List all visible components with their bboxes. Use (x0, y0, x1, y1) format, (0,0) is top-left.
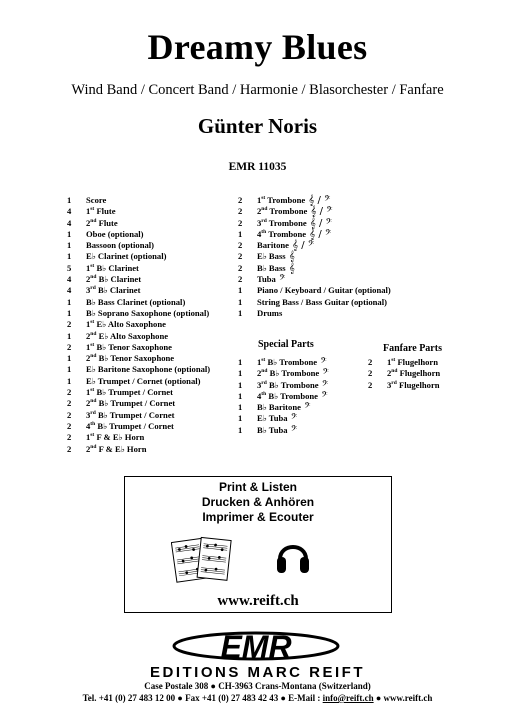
part-quantity: 2 (67, 387, 72, 398)
part-quantity: 1 (67, 296, 72, 307)
clef-icon: 𝄞 / 𝄢 (305, 195, 331, 206)
part-name: E♭ Trumpet / Cornet (optional) (86, 375, 201, 386)
drucken-label: Drucken & Anhören (201, 495, 315, 509)
part-name: Bassoon (optional) (86, 240, 155, 251)
part-quantity: 1 (238, 307, 243, 318)
part-quantity: 2 (67, 409, 72, 420)
clef-icon: 𝄞 / 𝄢 (307, 206, 333, 218)
part-name: 3rd B♭ Trumpet / Cornet (86, 409, 175, 420)
part-name: B♭ Tuba 𝄢 (257, 424, 298, 436)
headphones-icon (275, 533, 311, 577)
email-link[interactable]: info@reift.ch (322, 693, 374, 703)
part-quantity: 2 (238, 274, 243, 285)
part-name: 1st Flugelhorn (387, 357, 439, 367)
part-quantity: 1 (67, 251, 72, 262)
part-name: E♭ Tuba 𝄢 (257, 413, 298, 425)
clef-icon: 𝄞 (285, 262, 295, 274)
part-name: E♭ Clarinet (optional) (86, 251, 167, 262)
clef-icon: 𝄢 (318, 390, 328, 402)
part-quantity: 2 (67, 398, 72, 409)
part-name: 2nd B♭ Trumpet / Cornet (86, 398, 176, 409)
website-link[interactable]: www.reift.ch (217, 593, 299, 609)
part-quantity: 1 (67, 330, 72, 341)
part-name: 1st B♭ Trumpet / Cornet (86, 387, 173, 398)
part-quantity: 2 (238, 240, 243, 251)
part-name: Score (86, 195, 107, 205)
part-name: String Bass / Bass Guitar (optional) (257, 296, 387, 307)
part-quantity: 1 (67, 375, 72, 386)
part-name: 3rd B♭ Clarinet (86, 285, 141, 296)
part-quantity: 2 (238, 251, 243, 262)
part-name: 3rd B♭ Trombone 𝄢 (257, 379, 329, 391)
part-name: Oboe (optional) (86, 228, 144, 239)
part-quantity: 2 (67, 319, 72, 330)
part-quantity: 1 (67, 364, 72, 375)
page-title: Dreamy Blues (147, 27, 368, 67)
part-name: 4th B♭ Trombone 𝄢 (257, 390, 328, 402)
part-quantity: 1 (238, 379, 243, 390)
part-quantity: 4 (67, 274, 72, 285)
part-quantity: 2 (368, 368, 373, 379)
part-quantity: 2 (368, 357, 373, 367)
part-name: Piano / Keyboard / Guitar (optional) (257, 285, 391, 296)
clef-icon: 𝄢 (275, 274, 286, 286)
clef-icon: 𝄞 (285, 251, 295, 263)
part-name: 2nd B♭ Tenor Saxophone (86, 353, 175, 364)
clef-icon: 𝄢 (300, 402, 311, 414)
part-quantity: 1 (238, 390, 243, 401)
part-name: Drums (257, 307, 283, 318)
contact-phone-fax: Tel. +41 (0) 27 483 12 00 ● Fax +41 (0) 27 483 42 43 ● E-Mail : (82, 693, 323, 703)
part-name: 1st F & E♭ Horn (86, 432, 145, 443)
part-quantity: 2 (238, 217, 243, 228)
part-quantity: 2 (238, 262, 243, 273)
part-quantity: 1 (238, 413, 243, 424)
part-quantity: 1 (67, 307, 72, 318)
part-name: 3rd Flugelhorn (387, 379, 440, 390)
part-quantity: 2 (368, 379, 373, 390)
part-name: 1st B♭ Clarinet (86, 262, 139, 273)
print-listen-box (124, 476, 392, 613)
special-parts-heading: Special Parts (258, 339, 314, 350)
part-name: Tuba 𝄢 (257, 274, 286, 286)
composer-name: Günter Noris (197, 114, 318, 138)
part-name: 4th Trombone 𝄞 / 𝄢 (257, 228, 332, 240)
part-name: 2nd Trombone 𝄞 / 𝄢 (257, 206, 333, 218)
print-listen-label: Print & Listen (218, 480, 297, 494)
clef-icon: 𝄞 / 𝄢 (306, 228, 332, 240)
part-quantity: 1 (67, 195, 72, 205)
part-quantity: 4 (67, 206, 72, 217)
part-name: E♭ Bass 𝄞 (257, 251, 295, 263)
part-name: 2nd E♭ Alto Saxophone (86, 330, 169, 341)
contact-web: ● www.reift.ch (373, 693, 433, 703)
clef-icon: 𝄢 (318, 379, 329, 391)
clef-icon: 𝄞 / 𝄢 (288, 240, 315, 252)
part-name: 2nd Flute (86, 217, 118, 228)
part-quantity: 2 (67, 432, 72, 443)
clef-icon: 𝄢 (317, 357, 327, 368)
part-quantity: 2 (238, 195, 243, 205)
instrumentation-subtitle: Wind Band / Concert Band / Harmonie / Blasorchester / Fanfare (71, 82, 444, 98)
clef-icon: 𝄞 / 𝄢 (306, 217, 332, 229)
part-name: 2nd F & E♭ Horn (86, 443, 147, 454)
part-name: B♭ Bass Clarinet (optional) (86, 296, 186, 307)
part-name: 3rd Trombone 𝄞 / 𝄢 (257, 217, 332, 229)
part-quantity: 2 (67, 341, 72, 352)
part-quantity: 1 (238, 285, 243, 296)
part-quantity: 5 (67, 262, 72, 273)
part-quantity: 1 (238, 357, 243, 367)
fanfare-parts-heading: Fanfare Parts (383, 343, 442, 354)
part-name: E♭ Baritone Saxophone (optional) (86, 364, 211, 375)
part-name: 1st Flute (86, 206, 116, 217)
emr-logo (166, 626, 346, 666)
part-quantity: 4 (67, 217, 72, 228)
part-name: B♭ Baritone 𝄢 (257, 402, 311, 414)
clef-icon: 𝄢 (319, 368, 329, 380)
part-quantity: 1 (238, 424, 243, 435)
part-quantity: 2 (67, 420, 72, 431)
part-name: Baritone 𝄞 / 𝄢 (257, 240, 315, 252)
catalog-number: EMR 11035 (228, 161, 287, 173)
part-name: 2nd B♭ Clarinet (86, 274, 142, 285)
part-name: 1st B♭ Tenor Saxophone (86, 341, 172, 352)
part-name: B♭ Bass 𝄞 (257, 262, 295, 274)
publisher-address: Case Postale 308 ● CH-3963 Crans-Montana (Switzerland) (144, 681, 371, 691)
part-quantity: 1 (238, 402, 243, 413)
part-quantity: 1 (238, 228, 243, 239)
part-name: 2nd Flugelhorn (387, 368, 441, 379)
imprimer-label: Imprimer & Ecouter (202, 510, 314, 524)
part-quantity: 1 (67, 353, 72, 364)
part-name: 1st B♭ Trombone 𝄢 (257, 357, 327, 368)
part-quantity: 2 (238, 206, 243, 217)
clef-icon: 𝄢 (287, 413, 298, 425)
sheet-music-icon (171, 534, 235, 586)
svg-text:EMR: EMR (220, 629, 292, 665)
part-name: 4th B♭ Trumpet / Cornet (86, 420, 174, 431)
part-name: 2nd B♭ Trombone 𝄢 (257, 368, 329, 380)
part-quantity: 4 (67, 285, 72, 296)
part-name: 1st Trombone 𝄞 / 𝄢 (257, 195, 331, 206)
part-quantity: 1 (67, 240, 72, 251)
part-quantity: 2 (67, 443, 72, 454)
publisher-name: EDITIONS MARC REIFT (150, 664, 365, 681)
part-name: B♭ Soprano Saxophone (optional) (86, 307, 210, 318)
publisher-contact (0, 693, 515, 703)
clef-icon: 𝄢 (287, 424, 298, 436)
part-quantity: 1 (238, 296, 243, 307)
part-name: 1st E♭ Alto Saxophone (86, 319, 166, 330)
part-quantity: 1 (67, 228, 72, 239)
part-quantity: 1 (238, 368, 243, 379)
